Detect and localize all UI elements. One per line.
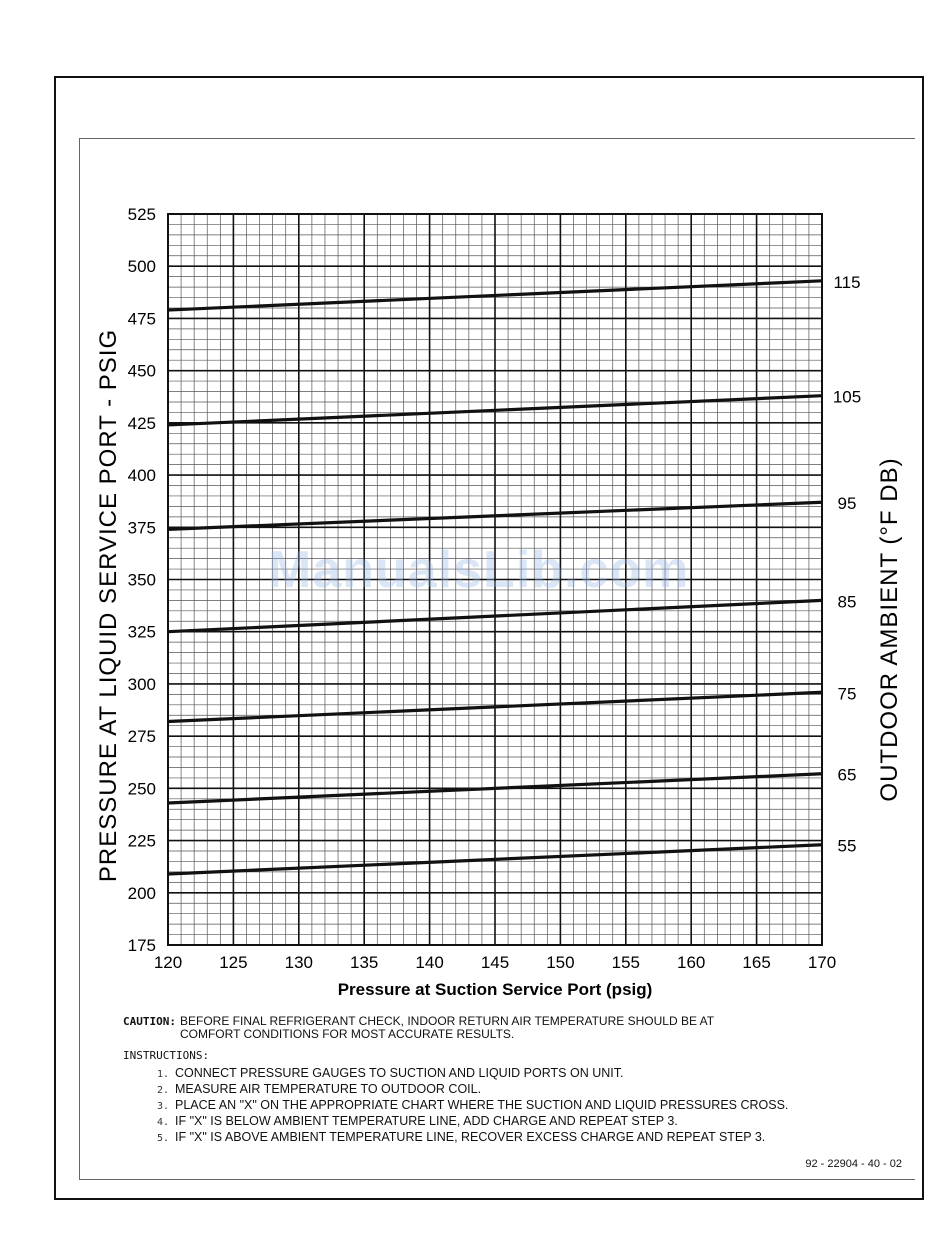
y-tick-label: 325 <box>127 622 156 642</box>
y-tick-label: 300 <box>127 674 156 694</box>
x-tick-label: 125 <box>219 953 248 972</box>
instructions <box>123 1049 788 1145</box>
ambient-label-85: 85 <box>837 592 857 612</box>
x-tick-label: 145 <box>480 953 510 972</box>
caution-label: CAUTION: <box>123 1015 176 1028</box>
y-tick-label: 450 <box>127 361 156 381</box>
y-tick-label: 475 <box>127 309 156 329</box>
x-tick-label: 140 <box>415 953 444 972</box>
x-tick-label: 165 <box>742 953 771 972</box>
ambient-label-105: 105 <box>832 387 862 407</box>
x-tick-label: 135 <box>350 953 379 972</box>
y-tick-label: 525 <box>127 205 156 224</box>
y-tick-label: 400 <box>127 466 156 486</box>
x-tick-label: 130 <box>284 953 313 972</box>
ambient-label-55: 55 <box>837 836 857 856</box>
y-tick-label: 375 <box>127 518 156 538</box>
y-tick-label: 350 <box>127 570 156 590</box>
caution-note <box>123 1015 740 1041</box>
x-axis-label: Pressure at Suction Service Port (psig) <box>337 980 653 999</box>
y-tick-label: 275 <box>127 727 156 747</box>
y-tick-label: 200 <box>127 883 156 903</box>
ambient-label-95: 95 <box>837 494 857 514</box>
watermark: ManualsLib.com <box>268 541 690 599</box>
y-tick-label: 225 <box>127 831 156 851</box>
x-tick-label: 150 <box>546 953 575 972</box>
y-tick-label: 500 <box>127 257 156 277</box>
right-axis-label: OUTDOOR AMBIENT (°F DB) <box>876 457 903 802</box>
instruction-step: 4. IF "X" IS BELOW AMBIENT TEMPERATURE LINE, ADD CHARGE AND REPEAT STEP 3. <box>175 1113 788 1129</box>
instruction-step: 5. IF "X" IS ABOVE AMBIENT TEMPERATURE LINE, RECOVER EXCESS CHARGE AND REPEAT STEP 3. <box>175 1129 788 1145</box>
ambient-label-75: 75 <box>837 684 857 704</box>
x-tick-label: 155 <box>611 953 640 972</box>
ambient-label-65: 65 <box>837 765 857 785</box>
ambient-label-115: 115 <box>833 272 861 292</box>
instruction-step: 2. MEASURE AIR TEMPERATURE TO OUTDOOR COIL. <box>175 1081 788 1097</box>
y-axis-label: PRESSURE AT LIQUID SERVICE PORT - PSIG <box>95 328 122 883</box>
x-tick-label: 120 <box>153 953 183 972</box>
document-number: 92 - 22904 - 40 - 02 <box>805 1158 902 1170</box>
instruction-step: 1. CONNECT PRESSURE GAUGES TO SUCTION AND LIQUID PORTS ON UNIT. <box>175 1065 788 1081</box>
y-tick-label: 250 <box>127 779 156 799</box>
x-tick-label: 160 <box>677 953 706 972</box>
caution-text: BEFORE FINAL REFRIGERANT CHECK, INDOOR RETURN AIR TEMPERATURE SHOULD BE AT COMFORT CONDITIONS FOR MOST ACCURATE RESULTS. <box>179 1014 714 1041</box>
y-tick-label: 425 <box>127 413 156 433</box>
x-tick-label: 170 <box>807 953 837 972</box>
instruction-step: 3. PLACE AN "X" ON THE APPROPRIATE CHART WHERE THE SUCTION AND LIQUID PRESSURES CROSS. <box>175 1097 788 1113</box>
y-tick-label: 175 <box>127 936 156 955</box>
instructions-title: INSTRUCTIONS: <box>123 1049 210 1062</box>
